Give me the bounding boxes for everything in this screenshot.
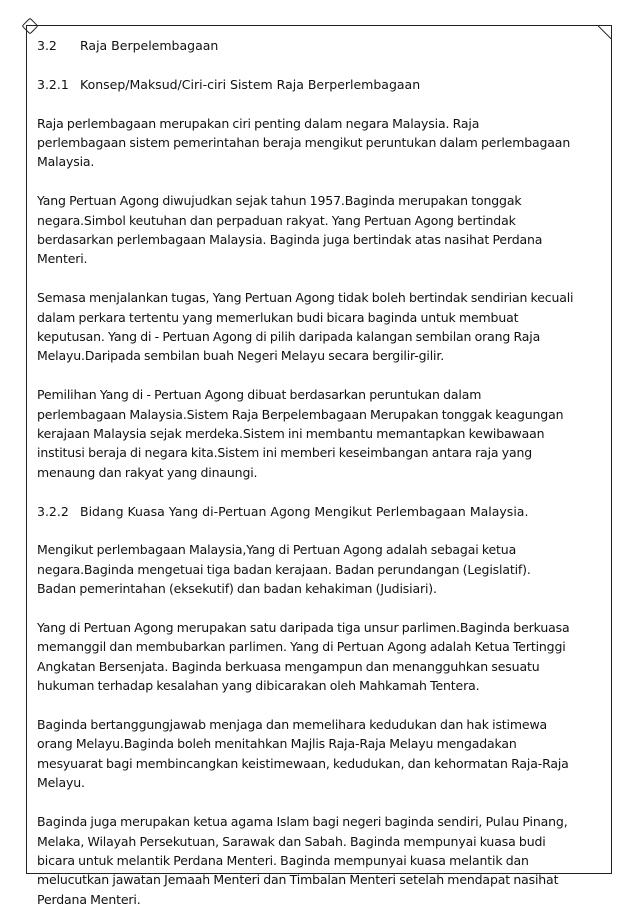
paragraph-line: Angkatan Bersenjata. Baginda berkuasa mengampun dan menangguhkan sesuatu xyxy=(37,658,540,674)
paragraph-line: Melaka, Wilayah Persekutuan, Sarawak dan Sabah. Baginda mempunyai kuasa budi xyxy=(37,833,546,849)
paragraph-line: Mengikut perlembagaan Malaysia,Yang di Pertuan Agong adalah sebagai ketua xyxy=(37,542,517,558)
paragraph-line: institusi beraja di negara kita.Sistem ini memberi keseimbangan antara raja yang xyxy=(37,445,533,461)
paragraph-line: melucutkan jawatan Jemaah Menteri dan Timbalan Menteri setelah mendapat nasihat xyxy=(37,872,559,888)
paragraph xyxy=(37,812,600,909)
paragraph xyxy=(37,715,600,793)
spacer xyxy=(37,521,600,540)
paragraph-line: Malaysia. xyxy=(37,154,95,170)
paragraph-group-1 xyxy=(37,94,600,482)
paragraph-line: orang Melayu.Baginda boleh menitahkan Majlis Raja-Raja Melayu mengadakan xyxy=(37,736,517,752)
paragraph-line: Baginda bertanggungjawab menjaga dan memelihara kedudukan dan hak istimewa xyxy=(37,717,548,733)
paragraph-line: Melayu.Daripada sembilan buah Negeri Melayu secara bergilir-gilir. xyxy=(37,348,445,364)
paragraph-line: berdasarkan perlembagaan Malaysia. Baginda juga bertindak atas nasihat Perdana xyxy=(37,232,543,248)
subsection-heading-2 xyxy=(37,502,600,521)
subsection-title: Bidang Kuasa Yang di-Pertuan Agong Mengikut Perlembagaan Malaysia. xyxy=(80,503,529,519)
paragraph-line: Perdana Menteri. xyxy=(37,891,141,907)
spacer xyxy=(37,269,600,288)
paragraph-line: memanggil dan membubarkan parlimen. Yang di Pertuan Agong adalah Ketua Tertinggi xyxy=(37,639,566,655)
spacer xyxy=(37,482,600,501)
section-heading xyxy=(37,36,600,55)
paragraph-line: Melayu. xyxy=(37,775,85,791)
paragraph-line: hukuman terhadap kesalahan yang dibicarakan oleh Mahkamah Tentera. xyxy=(37,678,480,694)
paragraph-line: kerajaan Malaysia sejak merdeka.Sistem ini membantu memantapkan kewibawaan xyxy=(37,426,545,442)
paragraph-line: Yang Pertuan Agong diwujudkan sejak tahun 1957.Baginda merupakan tonggak xyxy=(37,193,522,209)
spacer xyxy=(37,599,600,618)
subsection-heading-1 xyxy=(37,75,600,94)
paragraph xyxy=(37,191,600,269)
paragraph-line: mesyuarat bagi membincangkan keistimewaan, kedudukan, dan kehormatan Raja-Raja xyxy=(37,755,569,771)
paragraph xyxy=(37,288,600,366)
paragraph-line: menaung dan rakyat yang dinaungi. xyxy=(37,464,258,480)
subsection-number: 3.2.1 xyxy=(37,76,69,92)
paragraph-line: negara.Baginda mengetuai tiga badan kerajaan. Badan perundangan (Legislatif). xyxy=(37,561,531,577)
paragraph-line: Baginda juga merupakan ketua agama Islam bagi negeri baginda sendiri, Pulau Pinang, xyxy=(37,814,568,830)
paragraph-line: Menteri. xyxy=(37,251,88,267)
section-number: 3.2 xyxy=(37,38,57,53)
paragraph-line: perlembagaan Malaysia.Sistem Raja Berpelembagaan Merupakan tonggak keagungan xyxy=(37,406,564,422)
spacer xyxy=(37,696,600,715)
page-corner-fold-right xyxy=(598,25,612,39)
paragraph-line: negara.Simbol keutuhan dan perpaduan rakyat. Yang Pertuan Agong bertindak xyxy=(37,212,516,228)
spacer xyxy=(37,793,600,812)
subsection-title: Konsep/Maksud/Ciri-ciri Sistem Raja Berperlembagaan xyxy=(80,76,421,92)
paragraph xyxy=(37,114,600,172)
paragraph xyxy=(37,618,600,696)
paragraph-line: Yang di Pertuan Agong merupakan satu daripada tiga unsur parlimen.Baginda berkuasa xyxy=(37,620,570,636)
paragraph xyxy=(37,385,600,482)
paragraph-line: Pemilihan Yang di - Pertuan Agong dibuat berdasarkan peruntukan dalam xyxy=(37,387,482,403)
paragraph-line: dalam perkara tertentu yang memerlukan budi bicara baginda untuk membuat xyxy=(37,309,519,325)
spacer xyxy=(37,55,600,74)
paragraph-line: Semasa menjalankan tugas, Yang Pertuan Agong tidak boleh bertindak sendirian kecuali xyxy=(37,290,574,306)
spacer xyxy=(37,172,600,191)
paragraph-line: Raja perlembagaan merupakan ciri penting dalam negara Malaysia. Raja xyxy=(37,115,480,131)
document-body xyxy=(37,36,600,909)
paragraph-line: bicara untuk melantik Perdana Menteri. Baginda mempunyai kuasa melantik dan xyxy=(37,852,529,868)
spacer xyxy=(37,94,600,113)
paragraph xyxy=(37,540,600,598)
paragraph-group-2 xyxy=(37,521,600,909)
paragraph-line: keputusan. Yang di - Pertuan Agong di pilih daripada kalangan sembilan orang Raja xyxy=(37,329,541,345)
section-title: Raja Berpelembagaan xyxy=(80,38,219,53)
paragraph-line: Badan pemerintahan (eksekutif) dan badan kehakiman (Judisiari). xyxy=(37,581,437,597)
spacer xyxy=(37,366,600,385)
subsection-number: 3.2.2 xyxy=(37,503,69,519)
paragraph-line: perlembagaan sistem pemerintahan beraja mengikut peruntukan dalam perlembagaan xyxy=(37,135,571,150)
